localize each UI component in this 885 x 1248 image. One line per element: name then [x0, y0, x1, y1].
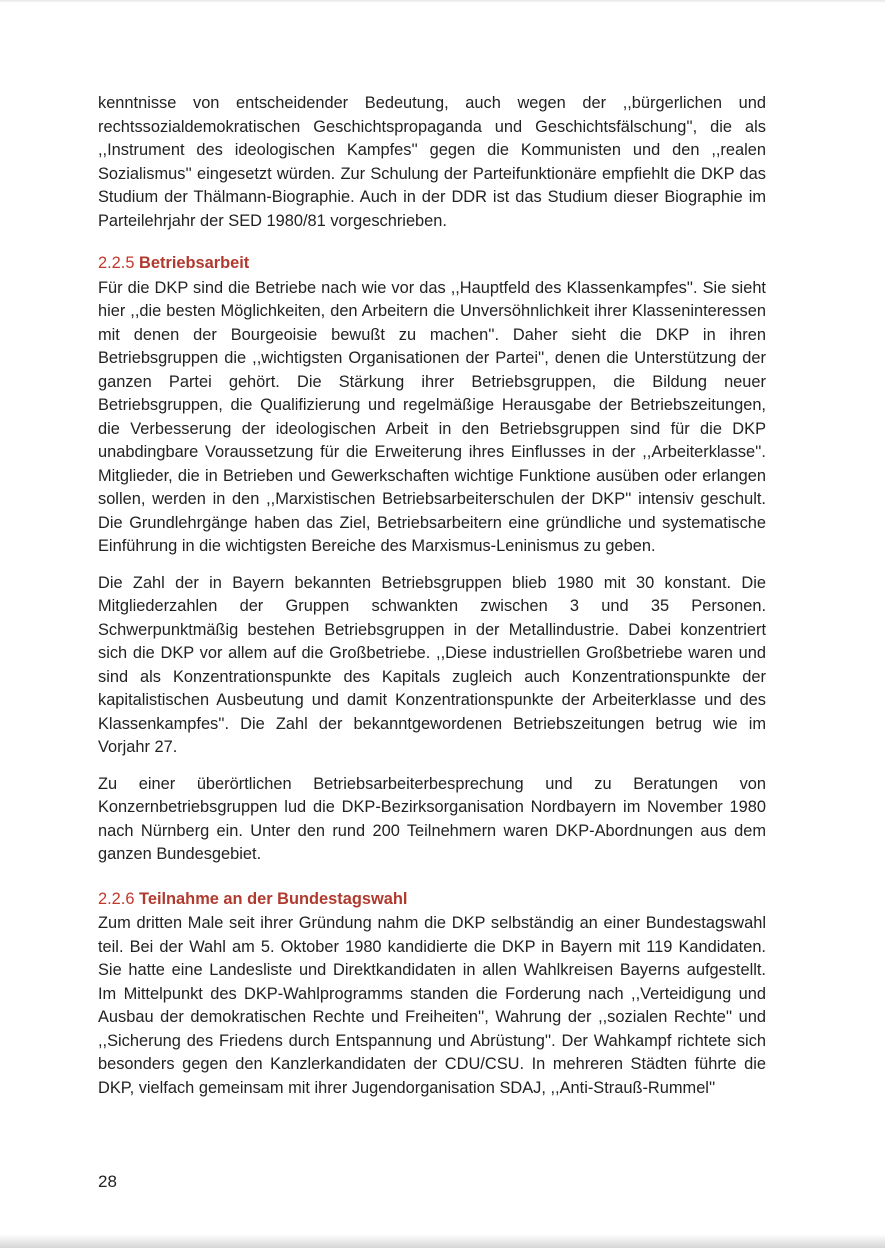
section-heading-2-2-6 — [98, 888, 766, 912]
body-paragraph: Für die DKP sind die Betriebe nach wie vor das ,,Hauptfeld des Klassenkampfes''. Sie sieht hier ,,die besten Möglichkeiten, den Arbeitern die Unversöhnlichkeit ihrer Klasseninteressen mit denen der Bourgeoisie bewußt zu machen''. Daher sieht die DKP in ihren Betriebsgruppen die ,,wichtigsten Organisationen der Partei'', denen die Unterstützung der ganzen Partei gehört. Die Stärkung ihrer Betriebsgruppen, die Bildung neuer Betriebsgruppen, die Qualifizierung und regelmäßige Herausgabe der Betriebszeitungen, die Verbesserung der ideologischen Arbeit in den Betriebsgruppen sind für die DKP unabdingbare Voraussetzung für die Erweiterung ihres Einflusses in der ,,Arbeiterklasse''. Mitglieder, die in Betrieben und Gewerkschaften wichtige Funktione ausüben oder erlangen sollen, werden in den ,,Marxistischen Betriebsarbeiterschulen der DKP'' intensiv geschult. Die Grundlehrgänge haben das Ziel, Betriebsarbeitern eine gründliche und systematische Einführung in die wichtigsten Bereiche des Marxismus-Leninismus zu geben. — [98, 278, 766, 555]
page-bottom-edge — [0, 1234, 885, 1248]
page-top-edge — [0, 0, 885, 3]
section-number: 2.2.6 — [98, 889, 135, 908]
page-number: 28 — [98, 1172, 117, 1191]
section-number: 2.2.5 — [98, 254, 135, 272]
page-body — [98, 92, 766, 1100]
intro-paragraph: kenntnisse von entscheidender Bedeutung, auch wegen der ,,bürgerlichen und rechtssozialdemokratischen Geschichtspropaganda und Geschichtsfälschung'', die als ,,Instrument des ideologischen Kampfes'' gegen die Kommunisten und den ,,realen Sozialismus'' eingesetzt würden. Zur Schulung der Parteifunktionäre empfiehlt die DKP das Studium der Thälmann-Biographie. Auch in der DDR ist das Studium dieser Biographie im Parteilehrjahr der SED 1980/81 vorgeschrieben. — [98, 94, 766, 230]
body-paragraph: Zum dritten Male seit ihrer Gründung nahm die DKP selbständig an einer Bundestagswahl teil. Bei der Wahl am 5. Oktober 1980 kandidierte die DKP in Bayern mit 119 Kandidaten. Sie hatte eine Landesliste und Direktkandidaten in allen Wahlkreisen Bayerns aufgestellt. Im Mittelpunkt des DKP-Wahlprogramms standen die Forderung nach ,,Verteidigung und Ausbau der demokratischen Rechte und Freiheiten'', Wahrung der ,,sozialen Rechte'' und ,,Sicherung des Friedens durch Entspannung und Abrüstung''. Der Wahkampf richtete sich besonders gegen den Kanzlerkandidaten der CDU/CSU. In mehreren Städten führte die DKP, vielfach gemeinsam mit ihrer Jugendorganisation SDAJ, ,,Anti-Strauß-Rummel'' — [98, 914, 766, 1097]
body-paragraph: Die Zahl der in Bayern bekannten Betriebsgruppen blieb 1980 mit 30 konstant. Die Mitgliederzahlen der Gruppen schwankten zwischen 3 und 35 Personen. Schwerpunktmäßig bestehen Betriebsgruppen in der Metallindustrie. Dabei konzentriert sich die DKP vor allem auf die Großbetriebe. ,,Diese industriellen Großbetriebe waren und sind als Konzentrationspunkte des Kapitals zugleich auch Konzentrationspunkte der kapitalistischen Ausbeutung und damit Konzentrationspunkte der Arbeiterklasse und des Klassenkampfes''. Die Zahl der bekanntgewordenen Betriebszeitungen betrug wie im Vorjahr 27. — [98, 573, 766, 756]
section-title: Teilnahme an der Bundestagswahl — [139, 889, 408, 908]
section-title: Betriebsarbeit — [139, 254, 250, 272]
body-paragraph: Zu einer überörtlichen Betriebsarbeiterbesprechung und zu Beratungen von Konzernbetriebsgruppen lud die DKP-Bezirksorganisation Nordbayern im November 1980 nach Nürnberg ein. Unter den rund 200 Teilnehmern waren DKP-Abordnungen aus dem ganzen Bundesgebiet. — [98, 774, 766, 863]
section-heading-2-2-5 — [98, 252, 766, 276]
